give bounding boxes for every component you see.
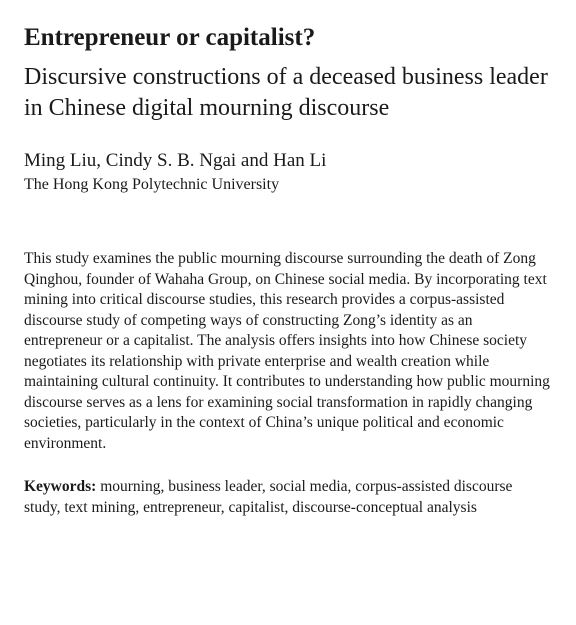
- paper-title: Entrepreneur or capitalist?: [24, 24, 316, 51]
- author-affiliation: The Hong Kong Polytechnic University: [24, 176, 280, 193]
- paper-subtitle: Discursive constructions of a deceased business leader in Chinese digital mourning discourse: [24, 64, 548, 121]
- author-list: Ming Liu, Cindy S. B. Ngai and Han Li: [24, 150, 327, 171]
- keywords-list: mourning, business leader, social media, corpus-assisted discourse study, text mining, entrepreneur, capitalist, discourse-conceptual analysis: [24, 478, 513, 516]
- keywords-block: [24, 477, 552, 518]
- paper-front-matter: [24, 22, 554, 518]
- keywords-label: Keywords:: [24, 478, 97, 495]
- abstract-text: This study examines the public mourning discourse surrounding the death of Zong Qinghou, founder of Wahaha Group, on Chinese social media. By incorporating text mining into critical discourse studies, this research provides a corpus-assisted discourse study of competing ways of constructing Zong’s identity as an entrepreneur or a capitalist. The analysis offers insights into how Chinese society negotiates its relationship with private enterprise and wealth creation while maintaining cultural continuity. It contributes to understanding how public mourning discourse serves as a lens for examining social transformation in rapidly changing societies, particularly in the context of China’s unique political and economic environment.: [24, 250, 550, 452]
